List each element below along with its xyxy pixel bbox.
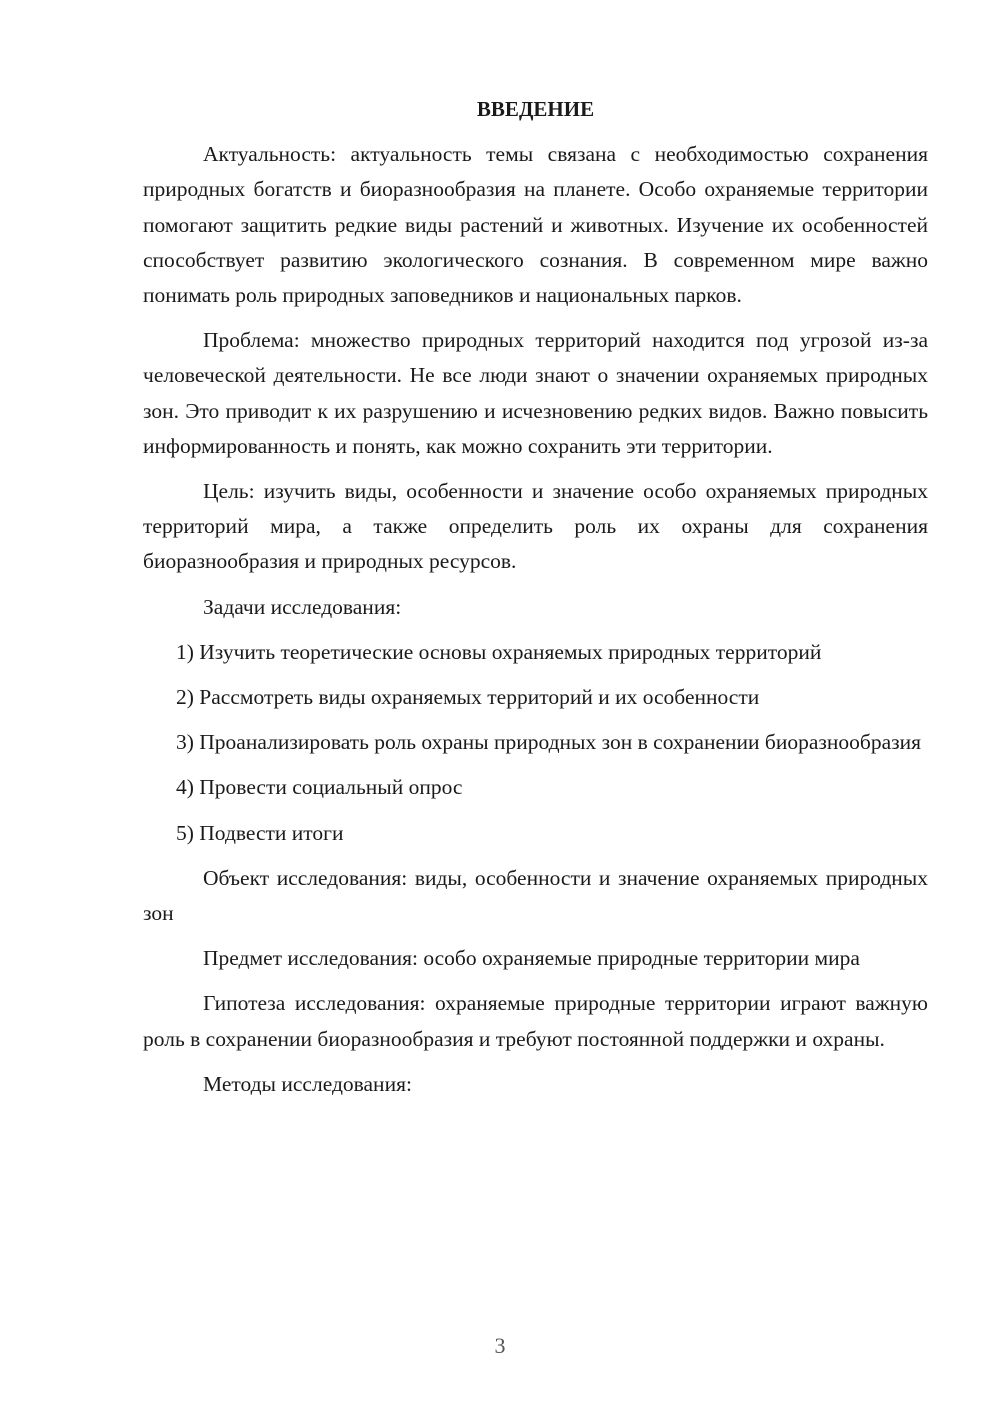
task-item-1: 1) Изучить теоретические основы охраняемых природных территорий [176, 639, 822, 664]
relevance-paragraph: Актуальность: актуальность темы связана с необходимостью сохранения природных богатств и биоразнообразия на планете. Особо охраняемые территории помогают защитить редкие виды растений и животных. Изучение их особенностей способствует развитию экологического сознания. В современном мире важно понимать роль природных заповедников и национальных парков. [143, 142, 928, 308]
task-item-2: 2) Рассмотреть виды охраняемых территорий и их особенности [176, 685, 760, 710]
tasks-heading: Задачи исследования: [203, 594, 402, 619]
object-paragraph: Объект исследования: виды, особенности и значение охраняемых природных зон [143, 865, 928, 926]
section-title: ВВЕДЕНИЕ [476, 97, 595, 121]
task-item-4: 4) Провести социальный опрос [176, 775, 463, 800]
page-number: 3 [494, 1333, 506, 1358]
problem-paragraph: Проблема: множество природных территорий находится под угрозой из-за человеческой деятельности. Не все люди знают о значении охраняемых природных зон. Это приводит к их разрушению и исчезновению редких видов. Важно повысить информированность и понять, как можно сохранить эти территории. [143, 328, 928, 458]
methods-heading: Методы исследования: [203, 1071, 412, 1096]
goal-paragraph: Цель: изучить виды, особенности и значение особо охраняемых природных территорий мира, а также определить роль их охраны для сохранения биоразнообразия и природных ресурсов. [143, 479, 928, 574]
document-page [143, 92, 928, 1112]
task-item-5: 5) Подвести итоги [176, 820, 344, 845]
task-item-3: 3) Проанализировать роль охраны природных зон в сохранении биоразнообразия [176, 730, 921, 755]
subject-paragraph: Предмет исследования: особо охраняемые природные территории мира [203, 946, 860, 971]
hypothesis-paragraph: Гипотеза исследования: охраняемые природные территории играют важную роль в сохранении биоразнообразия и требуют постоянной поддержки и охраны. [143, 991, 928, 1051]
